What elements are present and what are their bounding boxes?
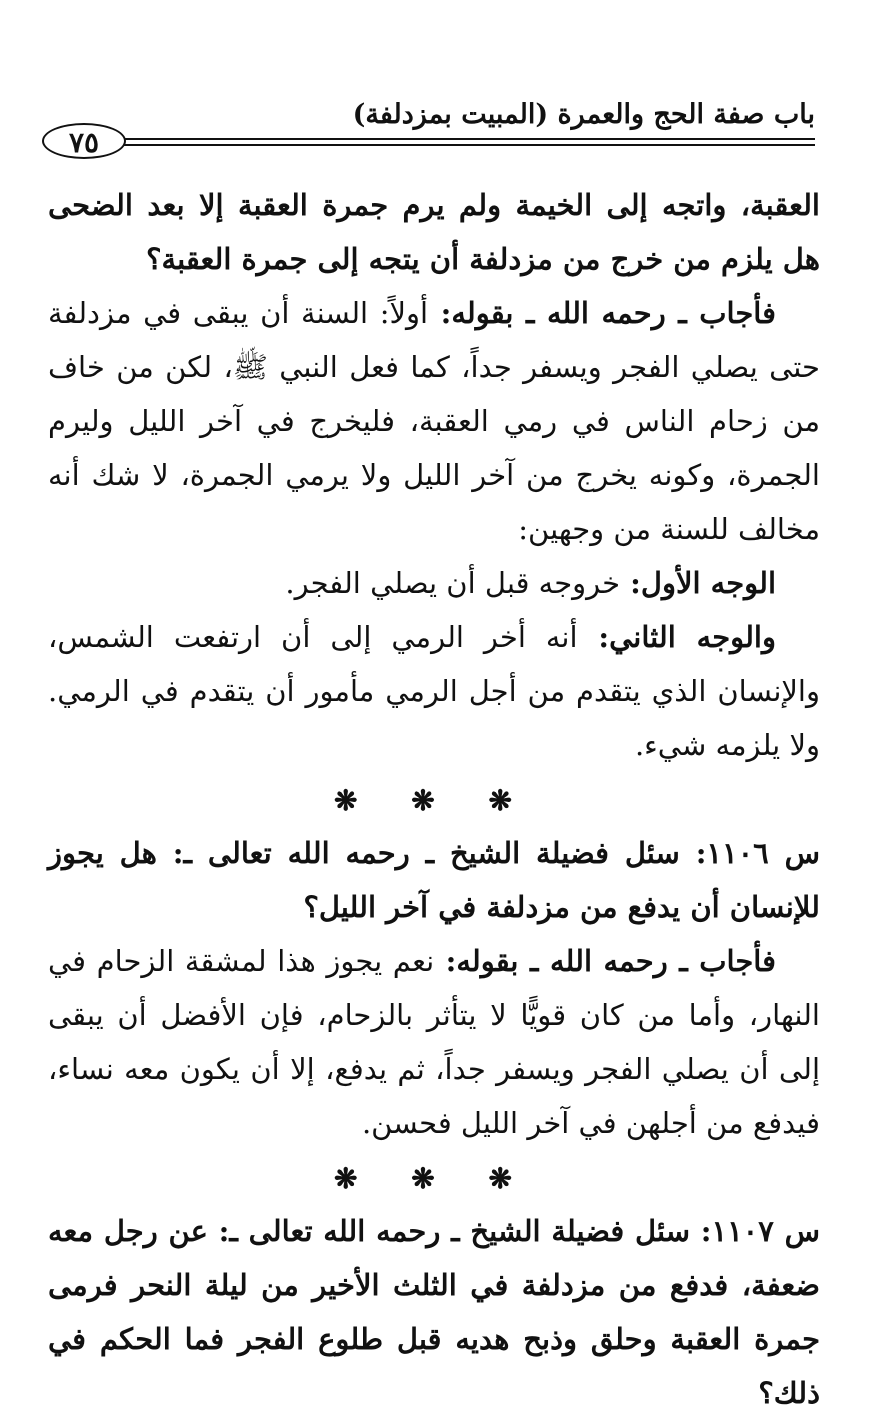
section-separator-2: ❋ ❋ ❋	[334, 1162, 534, 1195]
answer-paragraph	[48, 286, 820, 556]
second-aspect	[48, 610, 820, 772]
second-aspect-text: أنه أخر الرمي إلى أن ارتفعت الشمس، والإنسان الذي يتقدم من أجل الرمي مأمور أن يتقدم في الرمي. ولا يلزمه شيء.	[48, 620, 820, 762]
section-separator: ❋ ❋ ❋	[334, 784, 534, 817]
first-aspect-text: خروجه قبل أن يصلي الفجر.	[285, 566, 621, 600]
second-aspect-label: والوجه الثاني:	[577, 620, 776, 654]
answer-1106-text: نعم يجوز هذا لمشقة الزحام في النهار، وأما من كان قويًّا لا يتأثر بالزحام، فإن الأفضل أن يبقى إلى أن يصلي الفجر ويسفر جداً، ثم يدفع، إلا أن يكون معه نساء، فيدفع من أجلهن في آخر الليل فحسن.	[48, 944, 820, 1140]
question-1107: س ١١٠٧: سئل فضيلة الشيخ ـ رحمه الله تعالى ـ: عن رجل معه ضعفة، فدفع من مزدلفة في الثلث الأخير من ليلة النحر فرمى جمرة العقبة وحلق وذبح هديه قبل طلوع الفجر فما الحكم في ذلك؟	[48, 1214, 820, 1410]
answer-lead: فأجاب ـ رحمه الله ـ بقوله:	[428, 296, 776, 330]
first-aspect-label: الوجه الأول:	[620, 566, 776, 600]
answer-1106	[48, 934, 820, 1150]
header-rule-bottom	[112, 144, 815, 146]
header-rule-top	[112, 138, 815, 140]
question-continuation: العقبة، واتجه إلى الخيمة ولم يرم جمرة العقبة إلا بعد الضحى هل يلزم من خرج من مزدلفة أن يتجه إلى جمرة العقبة؟	[48, 188, 820, 276]
page-number: ٧٥	[42, 123, 126, 159]
question-1106: س ١١٠٦: سئل فضيلة الشيخ ـ رحمه الله تعالى ـ: هل يجوز للإنسان أن يدفع من مزدلفة في آخر الليل؟	[48, 836, 820, 924]
page-header	[42, 96, 815, 166]
answer-1106-lead: فأجاب ـ رحمه الله ـ بقوله:	[434, 944, 776, 978]
answer-text: أولاً: السنة أن يبقى في مزدلفة حتى يصلي الفجر ويسفر جداً، كما فعل النبي ﷺ، لكن من خاف من زحام الناس في رمي العقبة، فليخرج في آخر الليل وليرم الجمرة، وكونه يخرج من آخر الليل ولا يرمي الجمرة، لا شك أنه مخالف للسنة من وجهين:	[48, 296, 820, 546]
running-title: باب صفة الحج والعمرة (المبيت بمزدلفة)	[352, 99, 815, 130]
first-aspect	[48, 556, 820, 610]
page-body	[48, 178, 820, 1420]
